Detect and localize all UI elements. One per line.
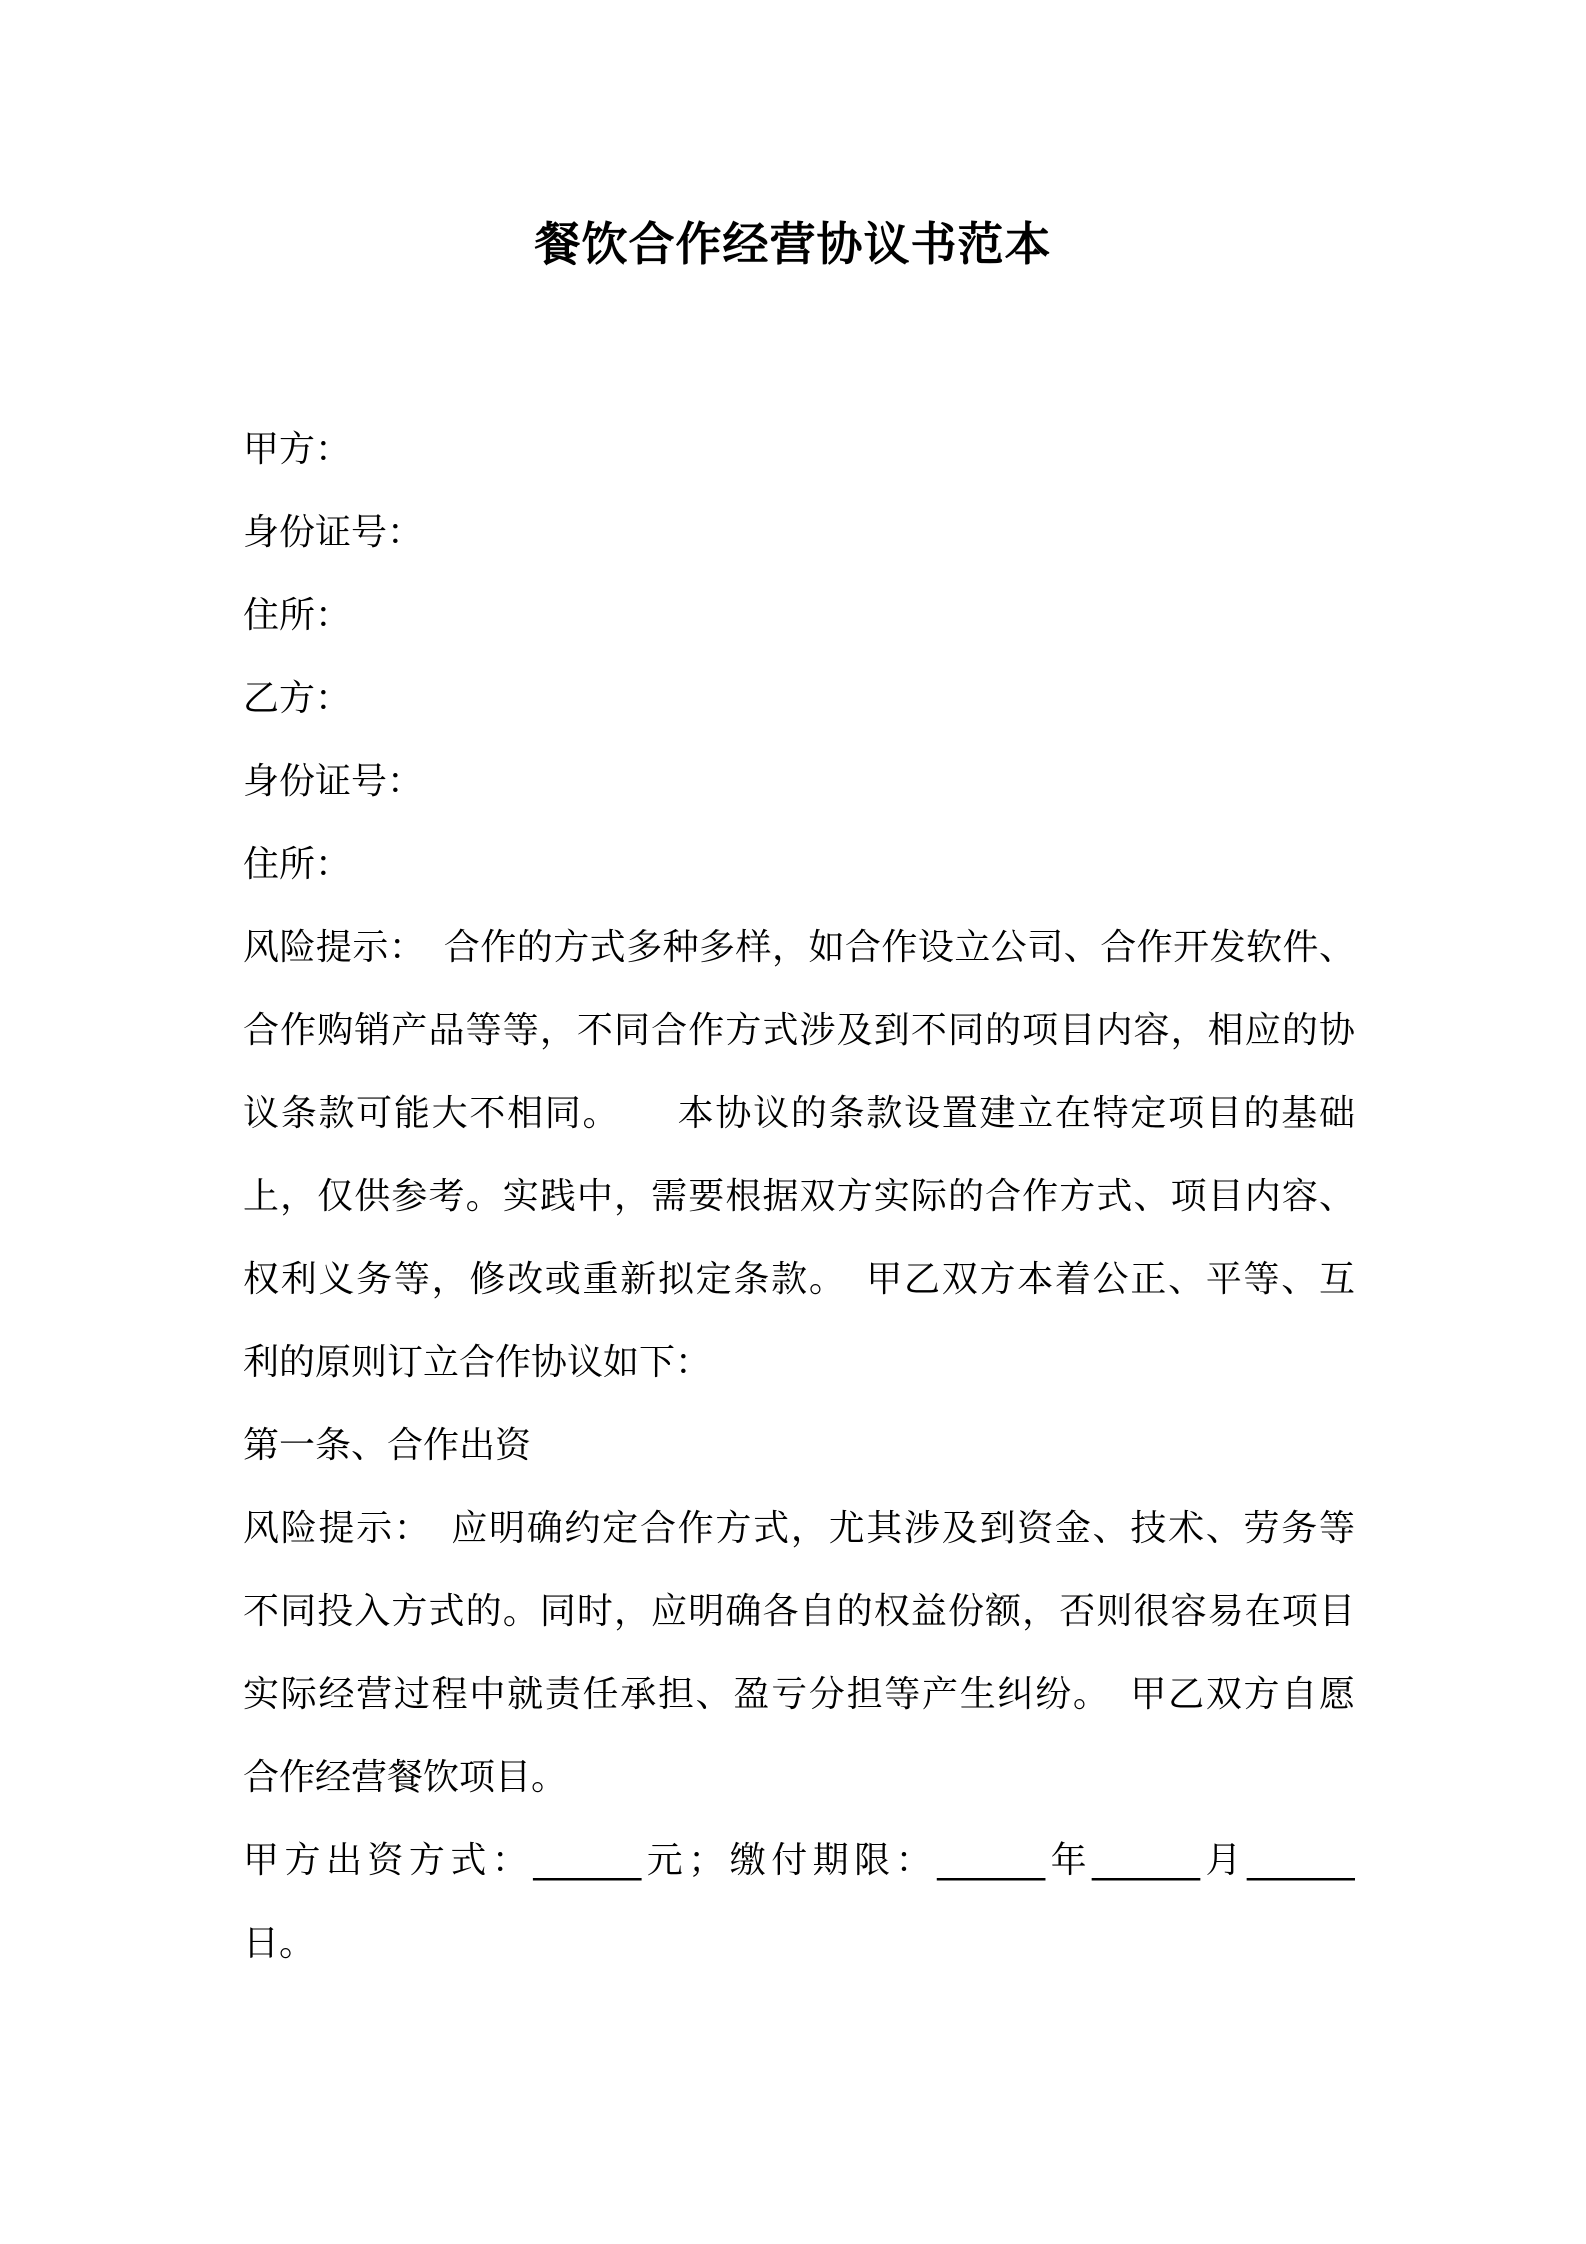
document-title: 餐饮合作经营协议书范本: [534, 217, 1052, 271]
party-a-label: 甲方：: [243, 429, 352, 470]
party-a-contribution-line: 甲方出资方式：______元；缴付期限：______年______月______: [243, 1840, 1355, 1881]
party-b-label: 乙方：: [243, 678, 352, 719]
risk-notice-line: 利的原则订立合作协议如下：: [243, 1342, 712, 1383]
document-body: [243, 408, 1355, 1985]
article-one-heading: 第一条、合作出资: [243, 1425, 532, 1466]
party-a-id-label: 身份证号：: [243, 512, 424, 553]
article-one-notice-line: 不同投入方式的。同时，应明确各自的权益份额，否则很容易在项目: [243, 1591, 1355, 1632]
article-one-notice-line: 风险提示： 应明确约定合作方式，尤其涉及到资金、技术、劳务等: [243, 1508, 1355, 1549]
risk-notice-line: 风险提示： 合作的方式多种多样，如合作设立公司、合作开发软件、: [243, 927, 1355, 968]
party-b-address-label: 住所：: [243, 844, 352, 885]
risk-notice-line: 议条款可能大不相同。 本协议的条款设置建立在特定项目的基础: [243, 1093, 1355, 1134]
risk-notice-line: 合作购销产品等等，不同合作方式涉及到不同的项目内容，相应的协: [243, 1010, 1355, 1051]
article-one-notice-line: 实际经营过程中就责任承担、盈亏分担等产生纠纷。 甲乙双方自愿: [243, 1674, 1355, 1715]
party-b-id-label: 身份证号：: [243, 761, 424, 802]
risk-notice-line: 上，仅供参考。实践中，需要根据双方实际的合作方式、项目内容、: [243, 1176, 1355, 1217]
party-a-contribution-line: 日。: [243, 1923, 316, 1964]
risk-notice-line: 权利义务等，修改或重新拟定条款。 甲乙双方本着公正、平等、互: [243, 1259, 1355, 1300]
party-a-address-label: 住所：: [243, 595, 352, 636]
article-one-notice-line: 合作经营餐饮项目。: [243, 1757, 568, 1798]
